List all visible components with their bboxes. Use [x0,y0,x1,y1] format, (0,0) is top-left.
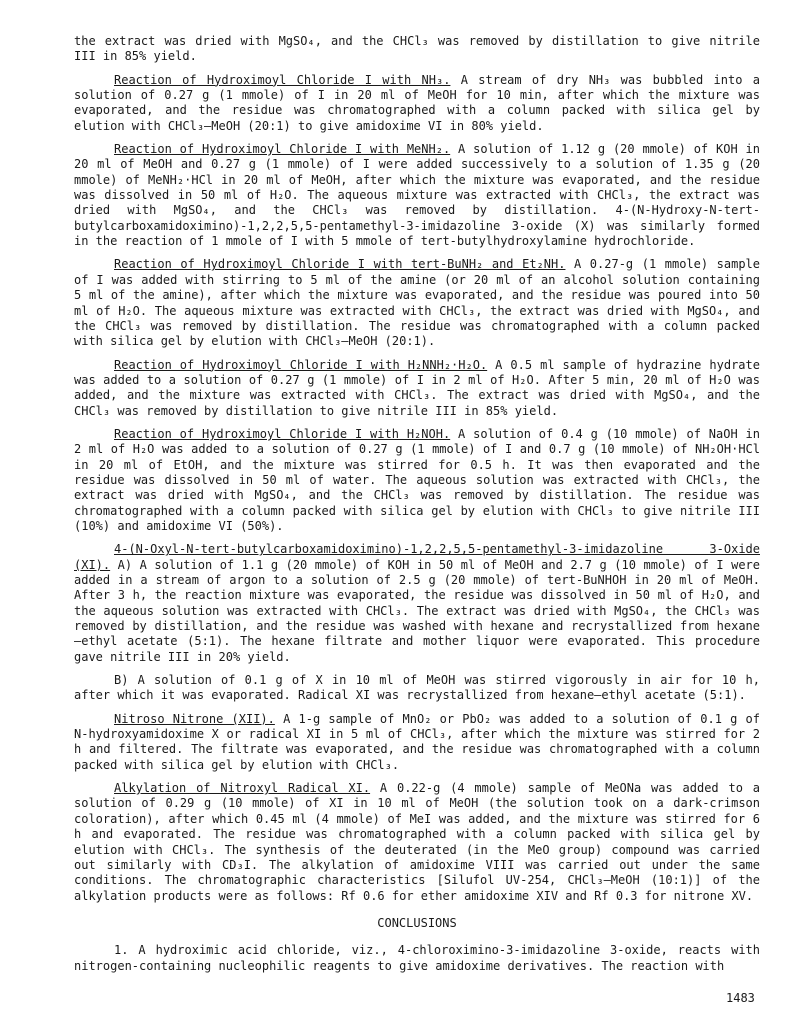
section-heading: Nitroso Nitrone (XII). [114,711,275,726]
paragraph: Reaction of Hydroximoyl Chloride I with H₂NNH₂·H₂O. A 0.5 ml sample of hydrazine hydrate was added to a solution of 0.27 g (1 mmole) of I in 2 ml of H₂O. After 5 min, 20 ml of H₂O was added, and the mixture was extracted with CHCl₃. The extract was dried with MgSO₄, and the CHCl₃ was removed by distillation to give nitrile III in 85% yield. [74,357,760,418]
paragraph: Reaction of Hydroximoyl Chloride I with NH₃. A stream of dry NH₃ was bubbled into a solution of 0.27 g (1 mmole) of I in 20 ml of MeOH for 10 min, after which the mixture was evaporated, and the residue was chromatographed with a column packed with silica gel by elution with CHCl₃—MeOH (20:1) to give amidoxime VI in 80% yield. [74,72,760,133]
section-heading: 4-(N-Oxyl-N-tert-butylcarboxamidoximino)-1,2,2,5,5-pentamethyl-3-imidazoline 3-Oxide (XI). [74,542,760,572]
paragraph: the extract was dried with MgSO₄, and the CHCl₃ was removed by distillation to give nitrile III in 85% yield. [74,34,760,64]
paragraph: Reaction of Hydroximoyl Chloride I with MeNH₂. A solution of 1.12 g (20 mmole) of KOH in 20 ml of MeOH and 0.27 g (1 mmole) of I were added successively to a solution of 1.35 g (20 mmole) of MeNH₂·HCl in 20 ml of MeOH, after which the mixture was evaporated, and the residue was dissolved in 50 ml of H₂O. The aqueous mixture was extracted with CHCl₃, the extract was dried with MgSO₄, and the CHCl₃ was removed by distillation. 4-(N-Hydroxy-N-tert-butylcarboxamidoximino)-1,2,2,5,5-pentamethyl-3-imidazoline 3-oxide (X) was similarly formed in the reaction of 1 mmole of I with 5 mmole of tert-butylhydroxylamine hydrochloride. [74,142,760,249]
section-heading: Reaction of Hydroximoyl Chloride I with H₂NNH₂·H₂O. [114,357,488,372]
paragraph: Nitroso Nitrone (XII). A 1-g sample of MnO₂ or PbO₂ was added to a solution of 0.1 g of N-hydroxyamidoxime X or radical XI in 5 ml of CHCl₃, after which the mixture was stirred for 2 h and filtered. The filtrate was evaporated, and the residue was chromatographed with a column packed with silica gel by elution with CHCl₃. [74,711,760,772]
section-heading: Reaction of Hydroximoyl Chloride I with NH₃. [114,72,451,87]
paragraph: Alkylation of Nitroxyl Radical XI. A 0.22-g (4 mmole) sample of MeONa was added to a solution of 0.29 g (10 mmole) of XI in 10 ml of MeOH (the solution took on a dark-crimson coloration), after which 0.45 ml (4 mmole) of MeI was added, and the mixture was stirred for 6 h and evaporated. The residue was chromatographed with a column packed with silica gel by elution with CHCl₃. The synthesis of the deuterated (in the MeO group) compound was carried out similarly with CD₃I. The alkylation of amidoxime VIII was carried out under the same conditions. The chromatographic characteristics [Silufol UV-254, CHCl₃—MeOH (10:1)] of the alkylation products were as follows: Rf 0.6 for ether amidoxime XIV and Rf 0.3 for nitrone XV. [74,781,761,903]
paragraph: Reaction of Hydroximoyl Chloride I with tert-BuNH₂ and Et₂NH. A 0.27-g (1 mmole) sample of I was added with stirring to 5 ml of the amine (or 20 ml of an alcohol solution containing 5 ml of the amine), after which the mixture was evaporated, and the residue was poured into 50 ml of H₂O. The aqueous mixture was extracted with CHCl₃, the extract was dried with MgSO₄, and the CHCl₃ was removed by distillation. The residue was chromatographed with a column packed with silica gel by elution with CHCl₃—MeOH (20:1). [74,257,761,349]
paragraph: B) A solution of 0.1 g of X in 10 ml of MeOH was stirred vigorously in air for 10 h, after which it was evaporated. Radical XI was recrystallized from hexane—ethyl acetate (5:1). [74,673,760,703]
paragraph: Reaction of Hydroximoyl Chloride I with H₂NOH. A solution of 0.4 g (10 mmole) of NaOH in 2 ml of H₂O was added to a solution of 0.27 g (1 mmole) of I and 0.7 g (10 mmole) of NH₂OH·HCl in 20 ml of EtOH, and the mixture was stirred for 0.5 h. It was then evaporated and the residue was dissolved in 50 ml of water. The aqueous solution was extracted with CHCl₃, the extract was dried with MgSO₄, and the CHCl₃ was removed by distillation. The residue was chromatographed with a column packed with silica gel by elution with CHCl₃ to give nitrile III (10%) and amidoxime VI (50%). [74,426,760,533]
section-heading: Reaction of Hydroximoyl Chloride I with H₂NOH. [114,426,451,441]
paragraph: 4-(N-Oxyl-N-tert-butylcarboxamidoximino)-1,2,2,5,5-pentamethyl-3-imidazoline 3-Oxide (XI). A) A solution of 1.1 g (20 mmole) of KOH in 50 ml of MeOH and 2.7 g (10 mmole) of I were added in a stream of argon to a solution of 2.5 g (20 mmole) of tert-BuNHOH in 20 ml of MeOH. After 3 h, the reaction mixture was evaporated, the residue was dissolved in 50 ml of H₂O, and the aqueous solution was extracted with CHCl₃. The extract was dried with MgSO₄, the CHCl₃ was removed by distillation, and the residue was washed with hexane and recrystallized from hexane—ethyl acetate (5:1). The hexane filtrate and mother liquor were evaporated. This procedure gave nitrile III in 20% yield. [74,542,760,664]
paragraph: 1. A hydroximic acid chloride, viz., 4-chloroximino-3-imidazoline 3-oxide, reacts with nitrogen-containing nucleophilic reagents to give amidoxime derivatives. The reaction with [74,943,760,973]
article-body [74,34,760,982]
section-heading: Alkylation of Nitroxyl Radical XI. [114,781,371,796]
page-number: 1483 [726,991,755,1005]
section-heading: Reaction of Hydroximoyl Chloride I with MeNH₂. [114,142,451,157]
conclusions-heading: CONCLUSIONS [377,915,457,930]
section-heading: Reaction of Hydroximoyl Chloride I with tert-BuNH₂ and Et₂NH. [114,257,566,272]
